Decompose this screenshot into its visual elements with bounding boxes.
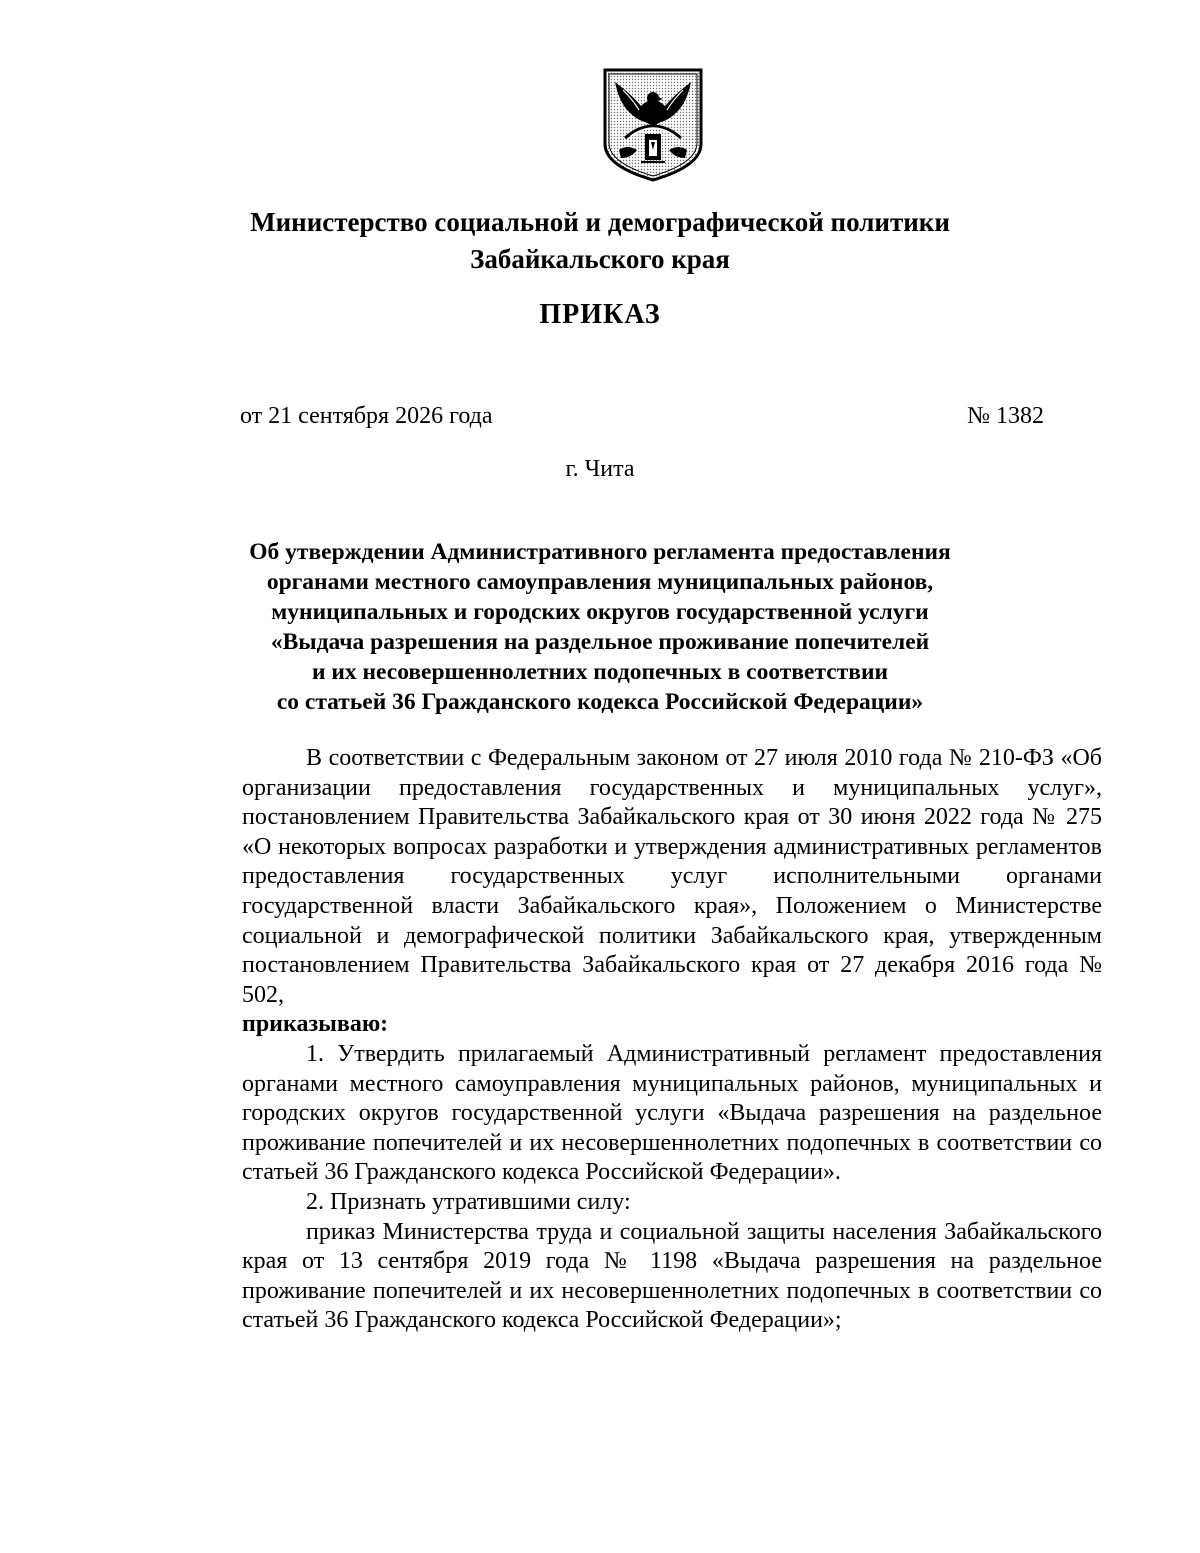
document-title bbox=[150, 537, 1050, 717]
preamble-paragraph: В соответствии с Федеральным законом от 27 июля 2010 года № 210-ФЗ «Об организации предоставления государственных и муниципальных услуг», постановлением Правительства Забайкальского края от 30 июня 2022 года № 275 «О некоторых вопросах разработки и утверждения административных регламентов предоставления государственных услуг исполнительными органами государственной власти Забайкальского края», Положением о Министерстве социальной и демографической политики Забайкальского края, утвержденным постановлением Правительства Забайкальского края от 27 декабря 2016 года № 502, bbox=[242, 745, 1102, 1008]
zabaikalsky-krai-coat-of-arms-icon bbox=[601, 66, 705, 184]
title-line: со статьей 36 Гражданского кодекса Российской Федерации» bbox=[276, 689, 924, 715]
document-number: № 1382 bbox=[967, 403, 1044, 429]
order-word: приказываю: bbox=[242, 1011, 389, 1038]
document-body bbox=[242, 744, 1102, 1336]
item-2-subitem-1-paragraph: приказ Министерства труда и социальной защиты населения Забайкальского края от 13 сентября 2019 года № 1198 «Выдача разрешения на раздельное проживание попечителей и их несовершеннолетних подопечных в соответствии со статьей 36 Гражданского кодекса Российской Федерации»; bbox=[242, 1218, 1102, 1334]
title-line: «Выдача разрешения на раздельное проживание попечителей bbox=[270, 629, 930, 655]
organization-name-line2: Забайкальского края bbox=[470, 244, 730, 274]
title-line: органами местного самоуправления муниципальных районов, bbox=[266, 569, 934, 595]
title-line: и их несовершеннолетних подопечных в соответствии bbox=[311, 659, 889, 685]
organization-name-line1: Министерство социальной и демографической политики bbox=[250, 207, 950, 237]
item-2-paragraph: 2. Признать утратившими силу: bbox=[306, 1188, 631, 1215]
title-line: Об утверждении Административного регламента предоставления bbox=[249, 539, 951, 565]
title-line: муниципальных и городских округов государственной услуги bbox=[271, 599, 929, 625]
document-type: ПРИКАЗ bbox=[539, 299, 661, 330]
item-1-paragraph: 1. Утвердить прилагаемый Административный регламент предоставления органами местного самоуправления муниципальных районов, муниципальных и городских округов государственной услуги «Выдача разрешения на раздельное проживание попечителей и их несовершеннолетних подопечных в соответствии со статьей 36 Гражданского кодекса Российской Федерации». bbox=[242, 1040, 1102, 1186]
organization-name bbox=[150, 204, 1050, 278]
document-city: г. Чита bbox=[565, 456, 635, 482]
document-date: от 21 сентября 2026 года bbox=[240, 403, 493, 429]
